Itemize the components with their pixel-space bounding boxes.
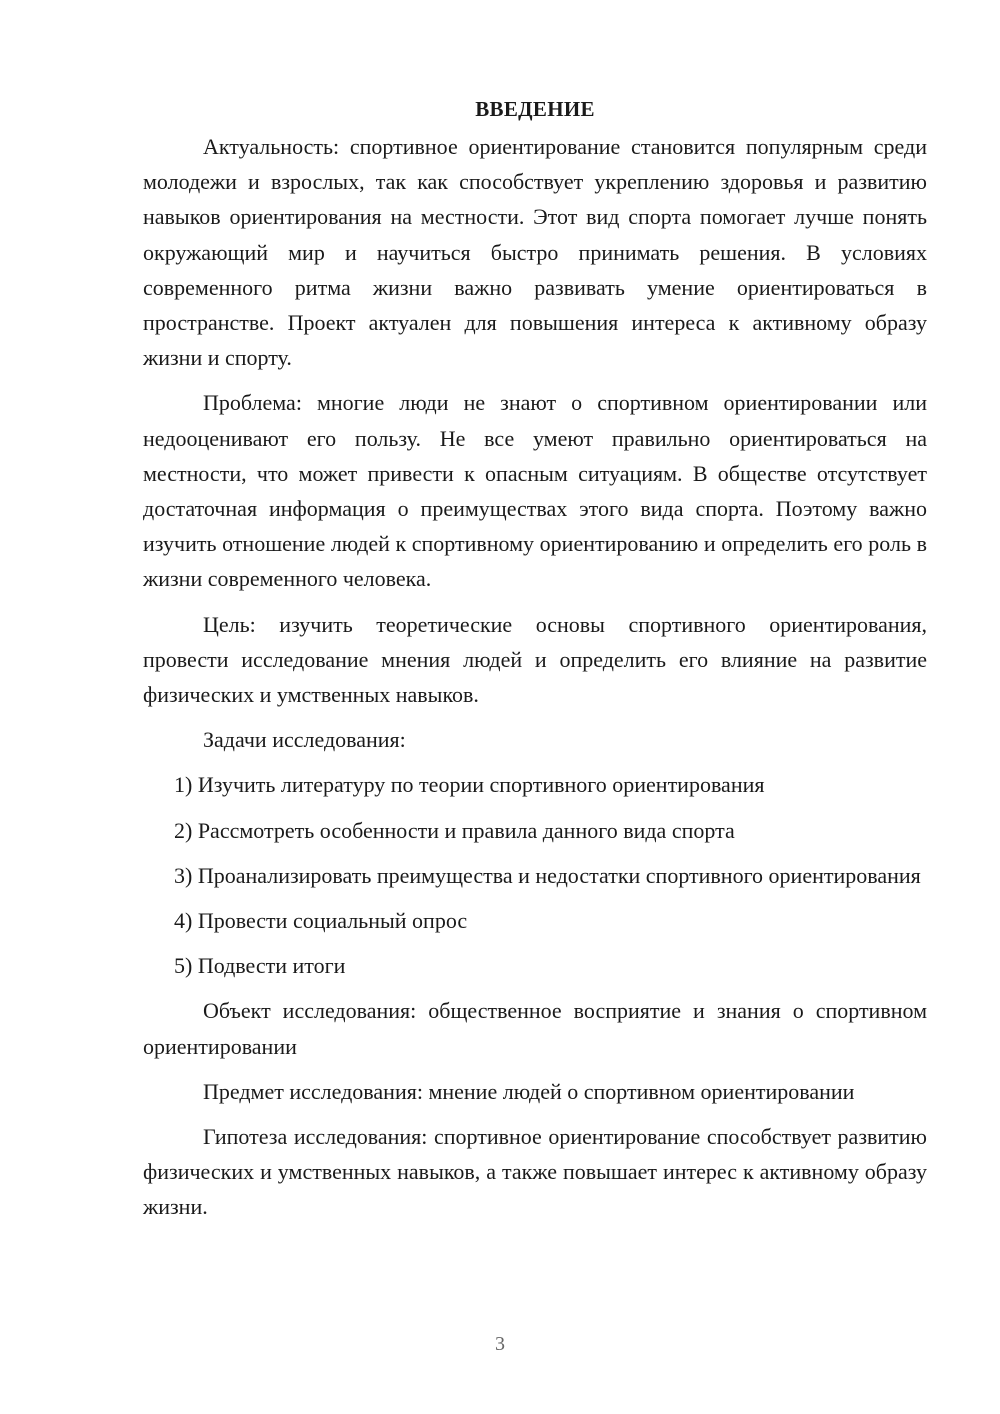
task-item-1: 1) Изучить литературу по теории спортивного ориентирования	[174, 772, 765, 798]
page-number: 3	[495, 1333, 505, 1355]
paragraph-relevance: Актуальность: спортивное ориентирование становится популярным среди молодежи и взрослых, так как способствует укреплению здоровья и развитию навыков ориентирования на местности. Этот вид спорта помогает лучше понять окружающий мир и научиться быстро принимать решения. В условиях современного ритма жизни важно развивать умение ориентироваться в пространстве. Проект актуален для повышения интереса к активному образу жизни и спорту.	[143, 134, 927, 371]
document-page	[143, 92, 927, 1235]
paragraph-hypothesis: Гипотеза исследования: спортивное ориентирование способствует развитию физических и умственных навыков, а также повышает интерес к активному образу жизни.	[143, 1124, 927, 1220]
task-item-5: 5) Подвести итоги	[174, 953, 346, 979]
paragraph-goal: Цель: изучить теоретические основы спортивного ориентирования, провести исследование мнения людей и определить его влияние на развитие физических и умственных навыков.	[143, 611, 927, 708]
paragraph-subject: Предмет исследования: мнение людей о спортивном ориентировании	[203, 1078, 855, 1104]
task-item-4: 4) Провести социальный опрос	[174, 908, 468, 934]
paragraph-object: Объект исследования: общественное восприятие и знания о спортивном ориентировании	[143, 998, 927, 1059]
page-title: ВВЕДЕНИЕ	[475, 97, 595, 121]
tasks-heading: Задачи исследования:	[203, 727, 406, 753]
task-item-3: 3) Проанализировать преимущества и недостатки спортивного ориентирования	[174, 862, 921, 888]
paragraph-problem: Проблема: многие люди не знают о спортивном ориентировании или недооценивают его пользу. Не все умеют правильно ориентироваться на местности, что может привести к опасным ситуациям. В обществе отсутствует достаточная информация о преимуществах этого вида спорта. Поэтому важно изучить отношение людей к спортивному ориентированию и определить его роль в жизни современного человека.	[143, 390, 927, 592]
task-item-2: 2) Рассмотреть особенности и правила данного вида спорта	[174, 817, 735, 843]
